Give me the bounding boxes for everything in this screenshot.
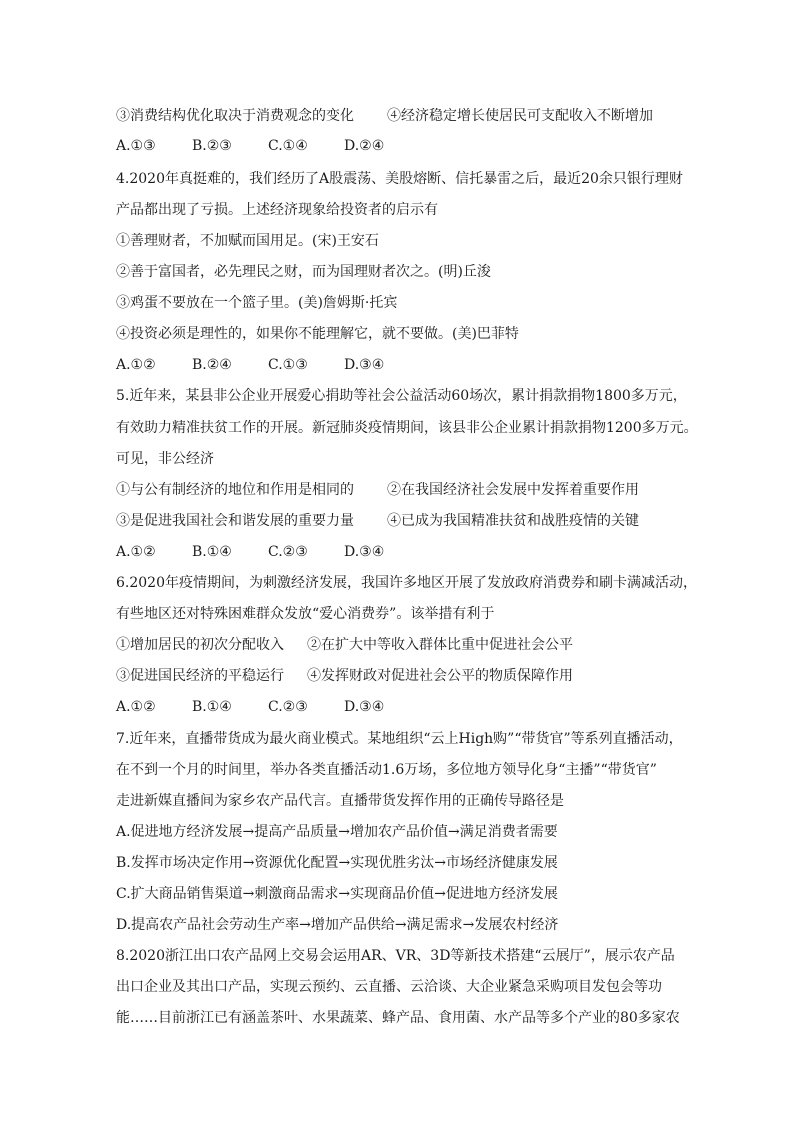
q3-options <box>116 136 384 156</box>
q4-item-1: ①善理财者，不加赋而国用足。(宋)王安石 <box>116 233 379 249</box>
q6-items-row-1 <box>116 635 573 655</box>
q6-stem-line-1: 6.2020年疫情期间，为刺激经济发展，我国许多地区开展了发放政府消费券和刷卡满减活动， <box>116 575 697 591</box>
q4-item-4: ④投资必须是理性的，如果你不能理解它，就不要做。(美)巴菲特 <box>116 326 519 342</box>
q7-choice-d[interactable]: D.提高农产品社会劳动生产率→增加产品供给→满足需求→发展农村经济 <box>116 917 559 933</box>
q3-item-4: ④经济稳定增长使居民可支配收入不断增加 <box>387 108 653 124</box>
q7-stem-line-2: 在不到一个月的时间里，举办各类直播活动1.6万场，多位地方领导化身“主播”“带货官” <box>116 762 657 778</box>
q4-stem-line-2: 产品都出现了亏损。上述经济现象给投资者的启示有 <box>116 202 438 218</box>
q3-option-a[interactable]: A.①③ <box>116 138 156 154</box>
q5-stem-line-1: 5.近年来，某县非公企业开展爱心捐助等社会公益活动60场次，累计捐款捐物1800多万元， <box>116 388 687 404</box>
q8-stem-line-1: 8.2020浙江出口农产品网上交易会运用AR、VR、3D等新技术搭建“云展厅”，展示农产品 <box>116 948 675 964</box>
q5-option-a[interactable]: A.①② <box>116 544 156 560</box>
q3-option-c[interactable]: C.①④ <box>268 138 308 154</box>
q8-stem-line-2: 出口企业及其出口产品，实现云预约、云直播、云洽谈、大企业紧急采购项目发包会等功 <box>116 979 662 995</box>
q7-choice-a[interactable]: A.促进地方经济发展→提高产品质量→增加农产品价值→满足消费者需要 <box>116 824 558 840</box>
q5-stem-line-3: 可见，非公经济 <box>116 451 214 467</box>
q5-item-1: ①与公有制经济的地位和作用是相同的 <box>116 482 354 498</box>
q7-stem-line-3: 走进新媒直播间为家乡农产品代言。直播带货发挥作用的正确传导路径是 <box>116 793 564 809</box>
q6-stem-line-2: 有些地区还对特殊困难群众发放“爱心消费券”。该举措有利于 <box>116 606 495 622</box>
q6-options <box>116 697 384 717</box>
q6-option-a[interactable]: A.①② <box>116 699 156 715</box>
q4-item-2: ②善于富国者，必先理民之财，而为国理财者次之。(明)丘浚 <box>116 264 491 280</box>
q4-option-d[interactable]: D.③④ <box>344 357 385 373</box>
q5-items-row-1 <box>116 480 639 500</box>
q3-item-3: ③消费结构优化取决于消费观念的变化 <box>116 108 354 124</box>
q5-item-4: ④已成为我国精准扶贫和战胜疫情的关键 <box>387 513 639 529</box>
q4-stem-line-1: 4.2020年真挺难的，我们经历了A股震荡、美股熔断、信托暴雷之后，最近20余只银行理财 <box>116 171 683 187</box>
q7-choice-c[interactable]: C.扩大商品销售渠道→刺激商品需求→实现商品价值→促进地方经济发展 <box>116 886 558 902</box>
q6-item-4: ④发挥财政对促进社会公平的物质保障作用 <box>307 668 573 684</box>
q7-choice-b[interactable]: B.发挥市场决定作用→资源优化配置→实现优胜劣汰→市场经济健康发展 <box>116 855 558 871</box>
q5-stem-line-2: 有效助力精准扶贫工作的开展。新冠肺炎疫情期间，该县非公企业累计捐款捐物1200多万元。 <box>116 420 698 436</box>
q6-items-row-2 <box>116 666 573 686</box>
q4-option-a[interactable]: A.①② <box>116 357 156 373</box>
q4-options <box>116 355 384 375</box>
q6-item-1: ①增加居民的初次分配收入 <box>116 637 284 653</box>
q6-option-b[interactable]: B.①④ <box>192 699 232 715</box>
q5-options <box>116 542 384 562</box>
q5-item-3: ③是促进我国社会和谐发展的重要力量 <box>116 513 354 529</box>
q4-item-3: ③鸡蛋不要放在一个篮子里。(美)詹姆斯·托宾 <box>116 295 398 311</box>
q4-option-c[interactable]: C.①③ <box>268 357 308 373</box>
q5-items-row-2 <box>116 511 639 531</box>
q7-stem-line-1: 7.近年来，直播带货成为最火商业模式。某地组织“云上High购”“带货官”等系列直播活动， <box>116 731 683 747</box>
q8-stem-line-3: 能……目前浙江已有涵盖茶叶、水果蔬菜、蜂产品、食用菌、水产品等多个产业的80多家农 <box>116 1010 680 1026</box>
q6-item-2: ②在扩大中等收入群体比重中促进社会公平 <box>307 637 573 653</box>
q6-option-c[interactable]: C.②③ <box>268 699 308 715</box>
q6-option-d[interactable]: D.③④ <box>344 699 385 715</box>
q5-option-c[interactable]: C.②③ <box>268 544 308 560</box>
q3-option-b[interactable]: B.②③ <box>192 138 232 154</box>
q3-items-row-2 <box>116 106 653 126</box>
q3-option-d[interactable]: D.②④ <box>344 138 385 154</box>
q5-option-d[interactable]: D.③④ <box>344 544 385 560</box>
q4-option-b[interactable]: B.②④ <box>192 357 232 373</box>
q5-option-b[interactable]: B.①④ <box>192 544 232 560</box>
q5-item-2: ②在我国经济社会发展中发挥着重要作用 <box>387 482 639 498</box>
q6-item-3: ③促进国民经济的平稳运行 <box>116 668 284 684</box>
